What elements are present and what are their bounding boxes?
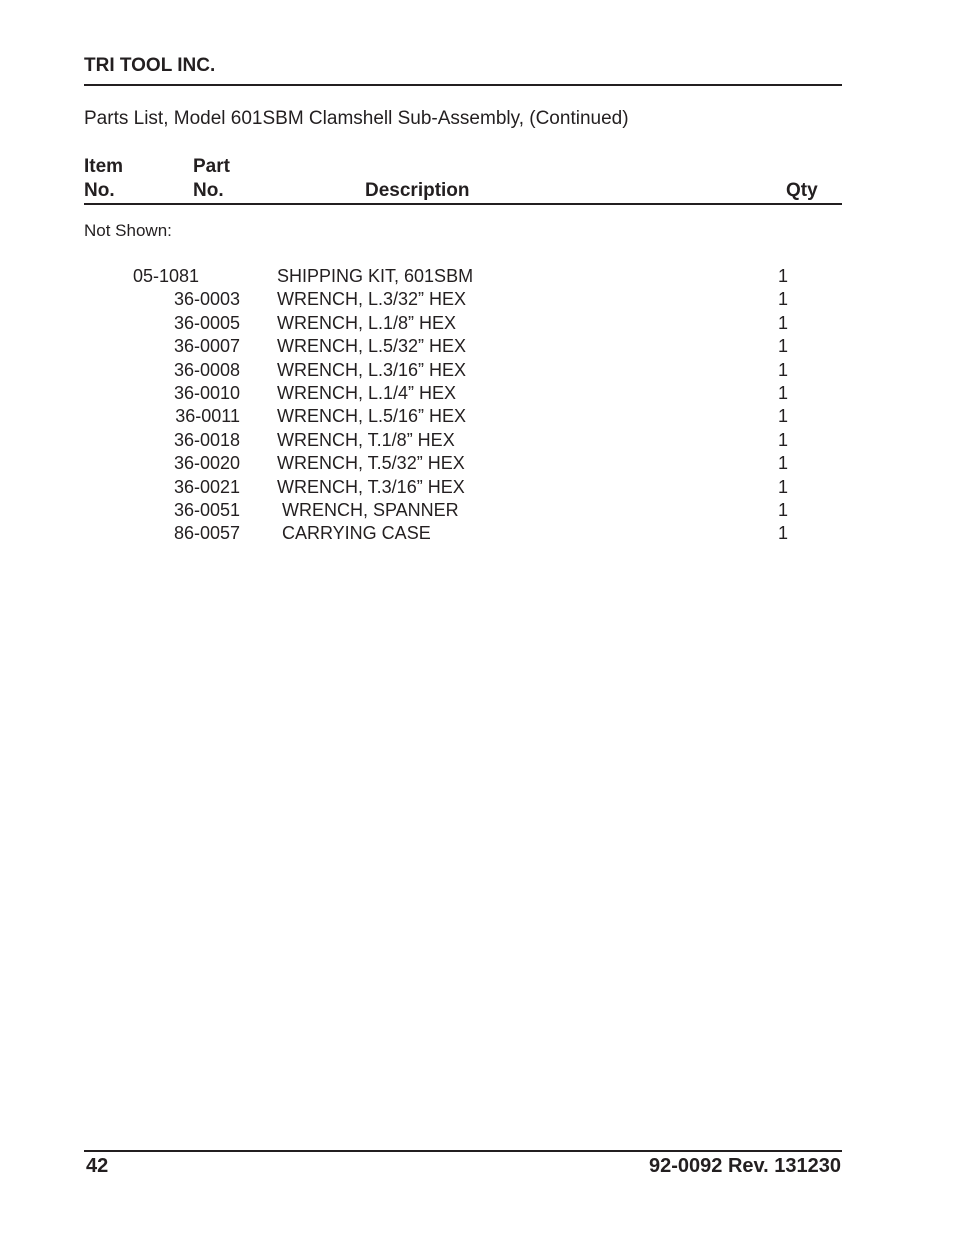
table-row xyxy=(0,266,954,289)
part-qty: 1 xyxy=(778,429,789,450)
column-header-part-no xyxy=(193,155,230,203)
part-qty: 1 xyxy=(778,359,789,380)
part-qty: 1 xyxy=(778,453,789,474)
column-header-item-no xyxy=(84,155,123,203)
not-shown-note: Not Shown: xyxy=(84,221,172,240)
column-header-item-line2: No. xyxy=(84,180,115,201)
part-description: WRENCH, L.1/4” HEX xyxy=(277,382,457,403)
table-row xyxy=(0,289,954,312)
table-row xyxy=(0,406,954,429)
part-description: SHIPPING KIT, 601SBM xyxy=(277,266,474,286)
column-header-qty: Qty xyxy=(786,180,818,201)
table-row xyxy=(0,336,954,359)
table-row xyxy=(0,523,954,546)
part-qty: 1 xyxy=(778,523,789,544)
part-number: 36-0003 xyxy=(173,289,240,310)
part-qty: 1 xyxy=(778,476,789,497)
table-row xyxy=(0,313,954,336)
part-qty: 1 xyxy=(778,266,789,286)
part-number: 36-0005 xyxy=(173,312,240,333)
company-name: TRI TOOL INC. xyxy=(84,55,216,76)
table-row xyxy=(0,477,954,500)
table-row xyxy=(0,500,954,523)
part-qty: 1 xyxy=(778,499,789,520)
page-number: 42 xyxy=(86,1155,109,1177)
header-rule xyxy=(84,84,842,86)
footer-rule xyxy=(84,1150,842,1152)
part-description: WRENCH, L.3/16” HEX xyxy=(277,359,467,380)
part-number: 36-0008 xyxy=(173,359,240,380)
part-description: WRENCH, L.1/8” HEX xyxy=(277,312,457,333)
part-number: 86-0057 xyxy=(173,523,240,544)
part-number: 36-0011 xyxy=(175,406,240,427)
part-description: WRENCH, L.3/32” HEX xyxy=(277,289,467,310)
part-number: 36-0020 xyxy=(173,453,240,474)
table-row xyxy=(0,383,954,406)
part-number: 36-0051 xyxy=(173,499,240,520)
document-revision: 92-0092 Rev. 131230 xyxy=(648,1155,841,1177)
table-row xyxy=(0,430,954,453)
part-qty: 1 xyxy=(778,406,789,427)
table-header-rule xyxy=(84,203,842,205)
column-header-description: Description xyxy=(365,180,470,201)
part-description: WRENCH, L.5/32” HEX xyxy=(277,336,467,357)
column-header-part-line1: Part xyxy=(193,156,230,177)
part-description: WRENCH, SPANNER xyxy=(277,499,459,520)
document-title: Parts List, Model 601SBM Clamshell Sub-Assembly, (Continued) xyxy=(84,108,629,129)
part-qty: 1 xyxy=(778,312,789,333)
part-description: WRENCH, L.5/16” HEX xyxy=(277,406,467,427)
column-header-item-line1: Item xyxy=(84,156,124,177)
part-number: 36-0018 xyxy=(173,429,240,450)
part-qty: 1 xyxy=(778,289,789,310)
part-description: WRENCH, T.5/32” HEX xyxy=(277,453,465,474)
table-row xyxy=(0,453,954,476)
part-number: 36-0021 xyxy=(173,476,240,497)
column-header-part-line2: No. xyxy=(193,180,224,201)
part-description: WRENCH, T.3/16” HEX xyxy=(277,476,465,497)
part-description: CARRYING CASE xyxy=(277,523,431,544)
part-number: 36-0007 xyxy=(173,336,240,357)
part-description: WRENCH, T.1/8” HEX xyxy=(277,429,455,450)
table-row xyxy=(0,360,954,383)
parts-list xyxy=(0,266,954,547)
part-number: 05-1081 xyxy=(132,266,199,286)
part-qty: 1 xyxy=(778,382,789,403)
part-qty: 1 xyxy=(778,336,789,357)
part-number: 36-0010 xyxy=(173,382,240,403)
